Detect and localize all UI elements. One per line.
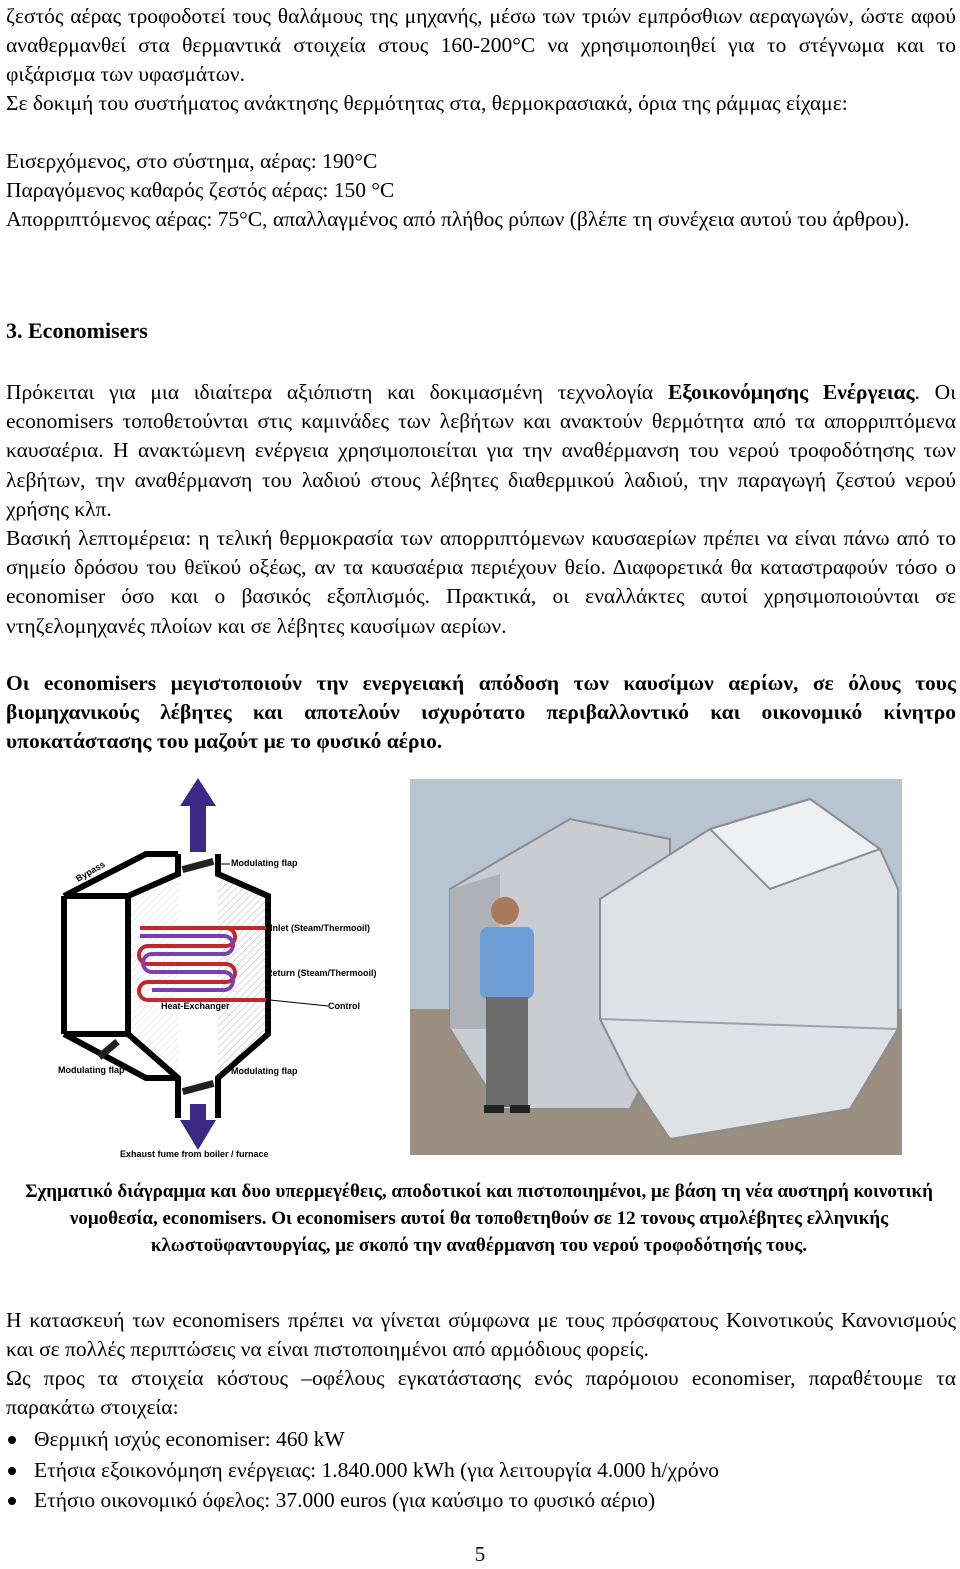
modulating-flap-top-icon — [182, 858, 215, 873]
test-paragraph: Σε δοκιμή του συστήματος ανάκτησης θερμότητας στα, θερμοκρασιακά, όρια της ράμμας είχαμε: — [6, 91, 848, 115]
label-modulating-flap-right: Modulating flap — [231, 1066, 298, 1076]
exhaust-air-line: Απορριπτόμενος αέρας: 75°C, απαλλαγμένος από πλήθος ρύπων (βλέπε τη συνέχεια αυτού του άρθρου). — [6, 207, 910, 231]
label-control: Control — [328, 1001, 360, 1011]
person — [480, 897, 534, 1113]
label-heat-exchanger: Heat-Exchanger — [161, 1001, 230, 1011]
detail-paragraph: Βασική λεπτομέρεια: η τελική θερμοκρασία των απορριπτόμενων καυσαερίων πρέπει να είναι πάνω από το σημείο δρόσου του θεϊκού οξέως, αν τα καυσαέρια περιέχουν θείο. Διαφορετικά θα καταστραφούν τόσο ο economiser όσο και ο βασικός εξοπλισμός. Πρακτικά, οι εναλλάκτες αυτοί χρησιμοποιούνται σε ντηζελομηχανές πλοίων και σε λέβητες καυσίμων αερίων. — [6, 526, 956, 638]
bullet-icon — [8, 1436, 16, 1444]
economisers-paragraph — [6, 378, 956, 524]
label-modulating-flap-left: Modulating flap — [58, 1065, 125, 1075]
cost-benefit-paragraph: Ως προς τα στοιχεία κόστους –οφέλους εγκατάστασης ενός παρόμοιου economiser, παραθέτουμε τα παρακάτω στοιχεία: — [6, 1366, 956, 1420]
label-modulating-flap-top: Modulating flap — [231, 858, 298, 868]
bold-conclusion-paragraph: Οι economisers μεγιστοποιούν την ενεργειακή απόδοση των καυσίμων αερίων, σε όλους τους βιομηχανικούς λέβητες και αποτελούν ισχυρότατο περιβαλλοντικό και οικονομικό κίνητρο υποκατάστασης του μαζούτ με το φυσικό αέριο. — [6, 671, 956, 754]
list-item-text: Θερμική ισχύς economiser: 460 kW — [34, 1427, 345, 1451]
economiser-schematic — [56, 778, 392, 1162]
intro-paragraph: ζεστός αέρας τροφοδοτεί τους θαλάμους της μηχανής, μέσω των τριών εμπρόσθιων αεραγωγών, ώστε αφού αναθερμανθεί στα θερμαντικά στοιχεία στους 160-200°C να χρησιμοποιηθεί για το στέγνωμα και το φιξάρισμα των υφασμάτων. — [6, 4, 956, 87]
regulation-paragraph: Η κατασκευή των economisers πρέπει να γίνεται σύμφωνα με τους πρόσφατους Κοινοτικούς Κανονισμούς και σε πολλές περιπτώσεις να είναι πιστοποιημένοι από αρμόδιους φορείς. — [6, 1308, 956, 1362]
inlet-arrow — [180, 1104, 216, 1150]
label-inlet: Inlet (Steam/Thermooil) — [270, 923, 371, 933]
label-bypass: Bypass — [74, 859, 107, 884]
energy-saving-term: Εξοικονόμησης Ενέργειας — [667, 380, 915, 404]
section-heading: 3. Economisers — [6, 318, 148, 343]
outlet-arrow — [180, 778, 216, 852]
list-item — [0, 1424, 950, 1455]
economisers-photo — [410, 779, 902, 1155]
label-return: Return (Steam/Thermooil) — [266, 968, 377, 978]
label-exhaust: Exhaust fume from boiler / furnace — [120, 1149, 269, 1159]
incoming-air-line: Εισερχόμενος, στο σύστημα, αέρας: 190°C — [6, 149, 378, 173]
heat-exchanger-body — [128, 874, 268, 1078]
modulating-flap-right-icon — [182, 1080, 215, 1095]
list-item — [0, 1485, 950, 1516]
economisers-text-a: Πρόκειται για μια ιδιαίτερα αξιόπιστη και δοκιμασμένη τεχνολογία — [6, 380, 668, 404]
page-number: 5 — [474, 1542, 486, 1566]
figure-caption: Σχηματικό διάγραμμα και δυο υπερμεγέθεις, αποδοτικοί και πιστοποιημένοι, με βάση τη νέα αυστηρή κοινοτική νομοθεσία, economisers. Οι economisers αυτοί θα τοποθετηθούν σε 12 τονους ατμολέβητες ελληνικής κλωστοϋφαντουργίας, με σκοπό την αναθέρμανση του νερού τροφοδότησής τους. — [25, 1181, 933, 1256]
bullet-icon — [8, 1467, 16, 1475]
economisers-text-b: . Οι economisers τοποθετούνται στις καμινάδες των λεβήτων και ανακτούν θερμότητα από τα απορριπτόμενα καυσαέρια. Η ανακτώμενη ενέργεια χρησιμοποιείται για την αναθέρμανση του νερού τροφοδότησης των λεβήτων, την αναθέρμανση του λαδιού στους λέβητες διαθερμικού λαδιού, την παραγωγή ζεστού νερού χρήσης κλπ. — [6, 380, 956, 521]
list-item-text: Ετήσια εξοικονόμηση ενέργειας: 1.840.000 kWh (για λειτουργία 4.000 h/χρόνο — [34, 1457, 720, 1482]
cost-benefit-list — [0, 1424, 950, 1516]
list-item-text: Ετήσιο οικονομικό όφελος: 37.000 euros (για καύσιμο το φυσικό αέριο) — [34, 1488, 656, 1512]
list-item — [0, 1455, 950, 1486]
bullet-icon — [8, 1497, 16, 1505]
produced-air-line: Παραγόμενος καθαρός ζεστός αέρας: 150 °C — [6, 178, 395, 202]
